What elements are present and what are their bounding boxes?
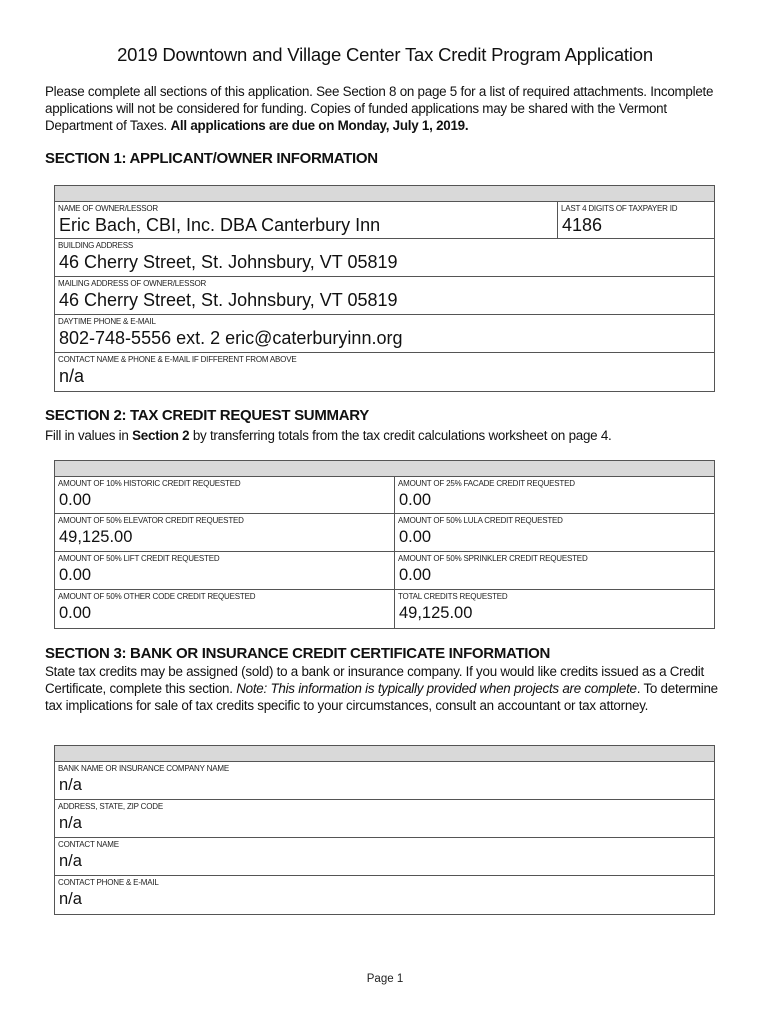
section3-desc-note: Note: This information is typically provided when projects are complete [236, 681, 637, 696]
owner-cell [55, 202, 557, 238]
owner-label: NAME OF OWNER/LESSOR [58, 204, 159, 213]
sprinkler-credit-label: AMOUNT OF 50% SPRINKLER CREDIT REQUESTED [398, 554, 588, 563]
credit-cell-left [55, 552, 394, 589]
bank-cell [55, 838, 714, 875]
mailing-row [55, 277, 714, 315]
mailing-label: MAILING ADDRESS OF OWNER/LESSOR [58, 279, 207, 288]
section2-description [45, 427, 735, 444]
section1-heading: SECTION 1: APPLICANT/OWNER INFORMATION [45, 150, 378, 167]
bank-cell [55, 762, 714, 799]
contact-label: CONTACT NAME & PHONE & E-MAIL IF DIFFERENT FROM ABOVE [58, 355, 297, 364]
historic-credit-field[interactable]: 0.00 [59, 491, 92, 509]
facade-credit-field[interactable]: 0.00 [399, 491, 432, 509]
intro-paragraph [45, 83, 735, 134]
section2-desc-bold: Section 2 [132, 428, 190, 443]
bank-row [55, 876, 714, 914]
taxid-label: LAST 4 DIGITS OF TAXPAYER ID [561, 204, 678, 213]
building-field[interactable]: 46 Cherry Street, St. Johnsbury, VT 05819 [59, 252, 398, 272]
other-code-credit-field[interactable]: 0.00 [59, 604, 92, 622]
intro-due-date: All applications are due on Monday, July 1, 2019. [170, 118, 469, 133]
section3-desc-pre: State tax credits may be assigned (sold) to a bank or insurance company. If you would like credits issued as a Credit Certificate, complete this section. [45, 664, 704, 696]
building-row [55, 239, 714, 277]
bank-cell [55, 876, 714, 914]
taxid-cell [557, 202, 714, 238]
mailing-cell [55, 277, 714, 314]
sprinkler-credit-field[interactable]: 0.00 [399, 566, 432, 584]
building-cell [55, 239, 714, 276]
bank-address-label: ADDRESS, STATE, ZIP CODE [58, 802, 163, 811]
contact-field[interactable]: n/a [59, 366, 85, 386]
phone-cell [55, 315, 714, 352]
lula-credit-label: AMOUNT OF 50% LULA CREDIT REQUESTED [398, 516, 563, 525]
section3-form [54, 745, 715, 915]
bank-row [55, 838, 714, 876]
section1-band [55, 186, 714, 202]
lula-credit-field[interactable]: 0.00 [399, 528, 432, 546]
bank-name-label: BANK NAME OR INSURANCE COMPANY NAME [58, 764, 229, 773]
section2-desc-pre: Fill in values in [45, 428, 129, 443]
credit-cell-right [394, 552, 714, 589]
bank-name-field[interactable]: n/a [59, 776, 82, 794]
building-label: BUILDING ADDRESS [58, 241, 134, 250]
section3-heading: SECTION 3: BANK OR INSURANCE CREDIT CERTIFICATE INFORMATION [45, 645, 551, 662]
total-credits-field[interactable]: 49,125.00 [399, 604, 473, 622]
bank-row [55, 762, 714, 800]
other-code-credit-label: AMOUNT OF 50% OTHER CODE CREDIT REQUESTED [58, 592, 256, 601]
credit-row [55, 590, 714, 628]
credit-cell-right [394, 514, 714, 551]
credit-row [55, 552, 714, 590]
total-credits-label: TOTAL CREDITS REQUESTED [398, 592, 508, 601]
lift-credit-label: AMOUNT OF 50% LIFT CREDIT REQUESTED [58, 554, 220, 563]
credit-cell-right [394, 477, 714, 513]
section3-description [45, 663, 735, 714]
phone-field[interactable]: 802-748-5556 ext. 2 eric@caterburyinn.org [59, 328, 403, 348]
section2-heading: SECTION 2: TAX CREDIT REQUEST SUMMARY [45, 407, 369, 424]
credit-cell-left [55, 514, 394, 551]
bank-phone-field[interactable]: n/a [59, 890, 82, 908]
lift-credit-field[interactable]: 0.00 [59, 566, 92, 584]
credit-cell-left [55, 590, 394, 628]
bank-address-field[interactable]: n/a [59, 814, 82, 832]
credit-row [55, 514, 714, 552]
bank-row [55, 800, 714, 838]
intro-text: Please complete all sections of this application. See Section 8 on page 5 for a list of required attachments. Incomplete applications will not be considered for funding. Copies of funded applications may be shared with the Vermont Department of Taxes. [45, 84, 714, 133]
owner-field[interactable]: Eric Bach, CBI, Inc. DBA Canterbury Inn [59, 215, 381, 235]
page-number: Page 1 [366, 973, 404, 985]
elevator-credit-field[interactable]: 49,125.00 [59, 528, 133, 546]
section2-form [54, 460, 715, 629]
credit-row [55, 477, 714, 514]
facade-credit-label: AMOUNT OF 25% FACADE CREDIT REQUESTED [398, 479, 575, 488]
section2-band [55, 461, 714, 477]
taxid-field[interactable]: 4186 [562, 215, 603, 235]
phone-label: DAYTIME PHONE & E-MAIL [58, 317, 156, 326]
historic-credit-label: AMOUNT OF 10% HISTORIC CREDIT REQUESTED [58, 479, 241, 488]
elevator-credit-label: AMOUNT OF 50% ELEVATOR CREDIT REQUESTED [58, 516, 244, 525]
section1-form [54, 185, 715, 392]
owner-row [55, 202, 714, 239]
section3-desc-post: . To determine tax implications for sale of tax credits specific to your circumstances, consult an accountant or tax attorney. [45, 681, 718, 713]
bank-contact-label: CONTACT NAME [58, 840, 119, 849]
mailing-field[interactable]: 46 Cherry Street, St. Johnsbury, VT 05819 [59, 290, 398, 310]
credit-cell-right [394, 590, 714, 628]
phone-row [55, 315, 714, 353]
contact-row [55, 353, 714, 391]
bank-cell [55, 800, 714, 837]
bank-contact-field[interactable]: n/a [59, 852, 82, 870]
section2-desc-post: by transferring totals from the tax credit calculations worksheet on page 4. [192, 428, 612, 443]
credit-cell-left [55, 477, 394, 513]
bank-phone-label: CONTACT PHONE & E-MAIL [58, 878, 159, 887]
section3-band [55, 746, 714, 762]
page-title: 2019 Downtown and Village Center Tax Credit Program Application [117, 44, 653, 65]
contact-cell [55, 353, 714, 391]
